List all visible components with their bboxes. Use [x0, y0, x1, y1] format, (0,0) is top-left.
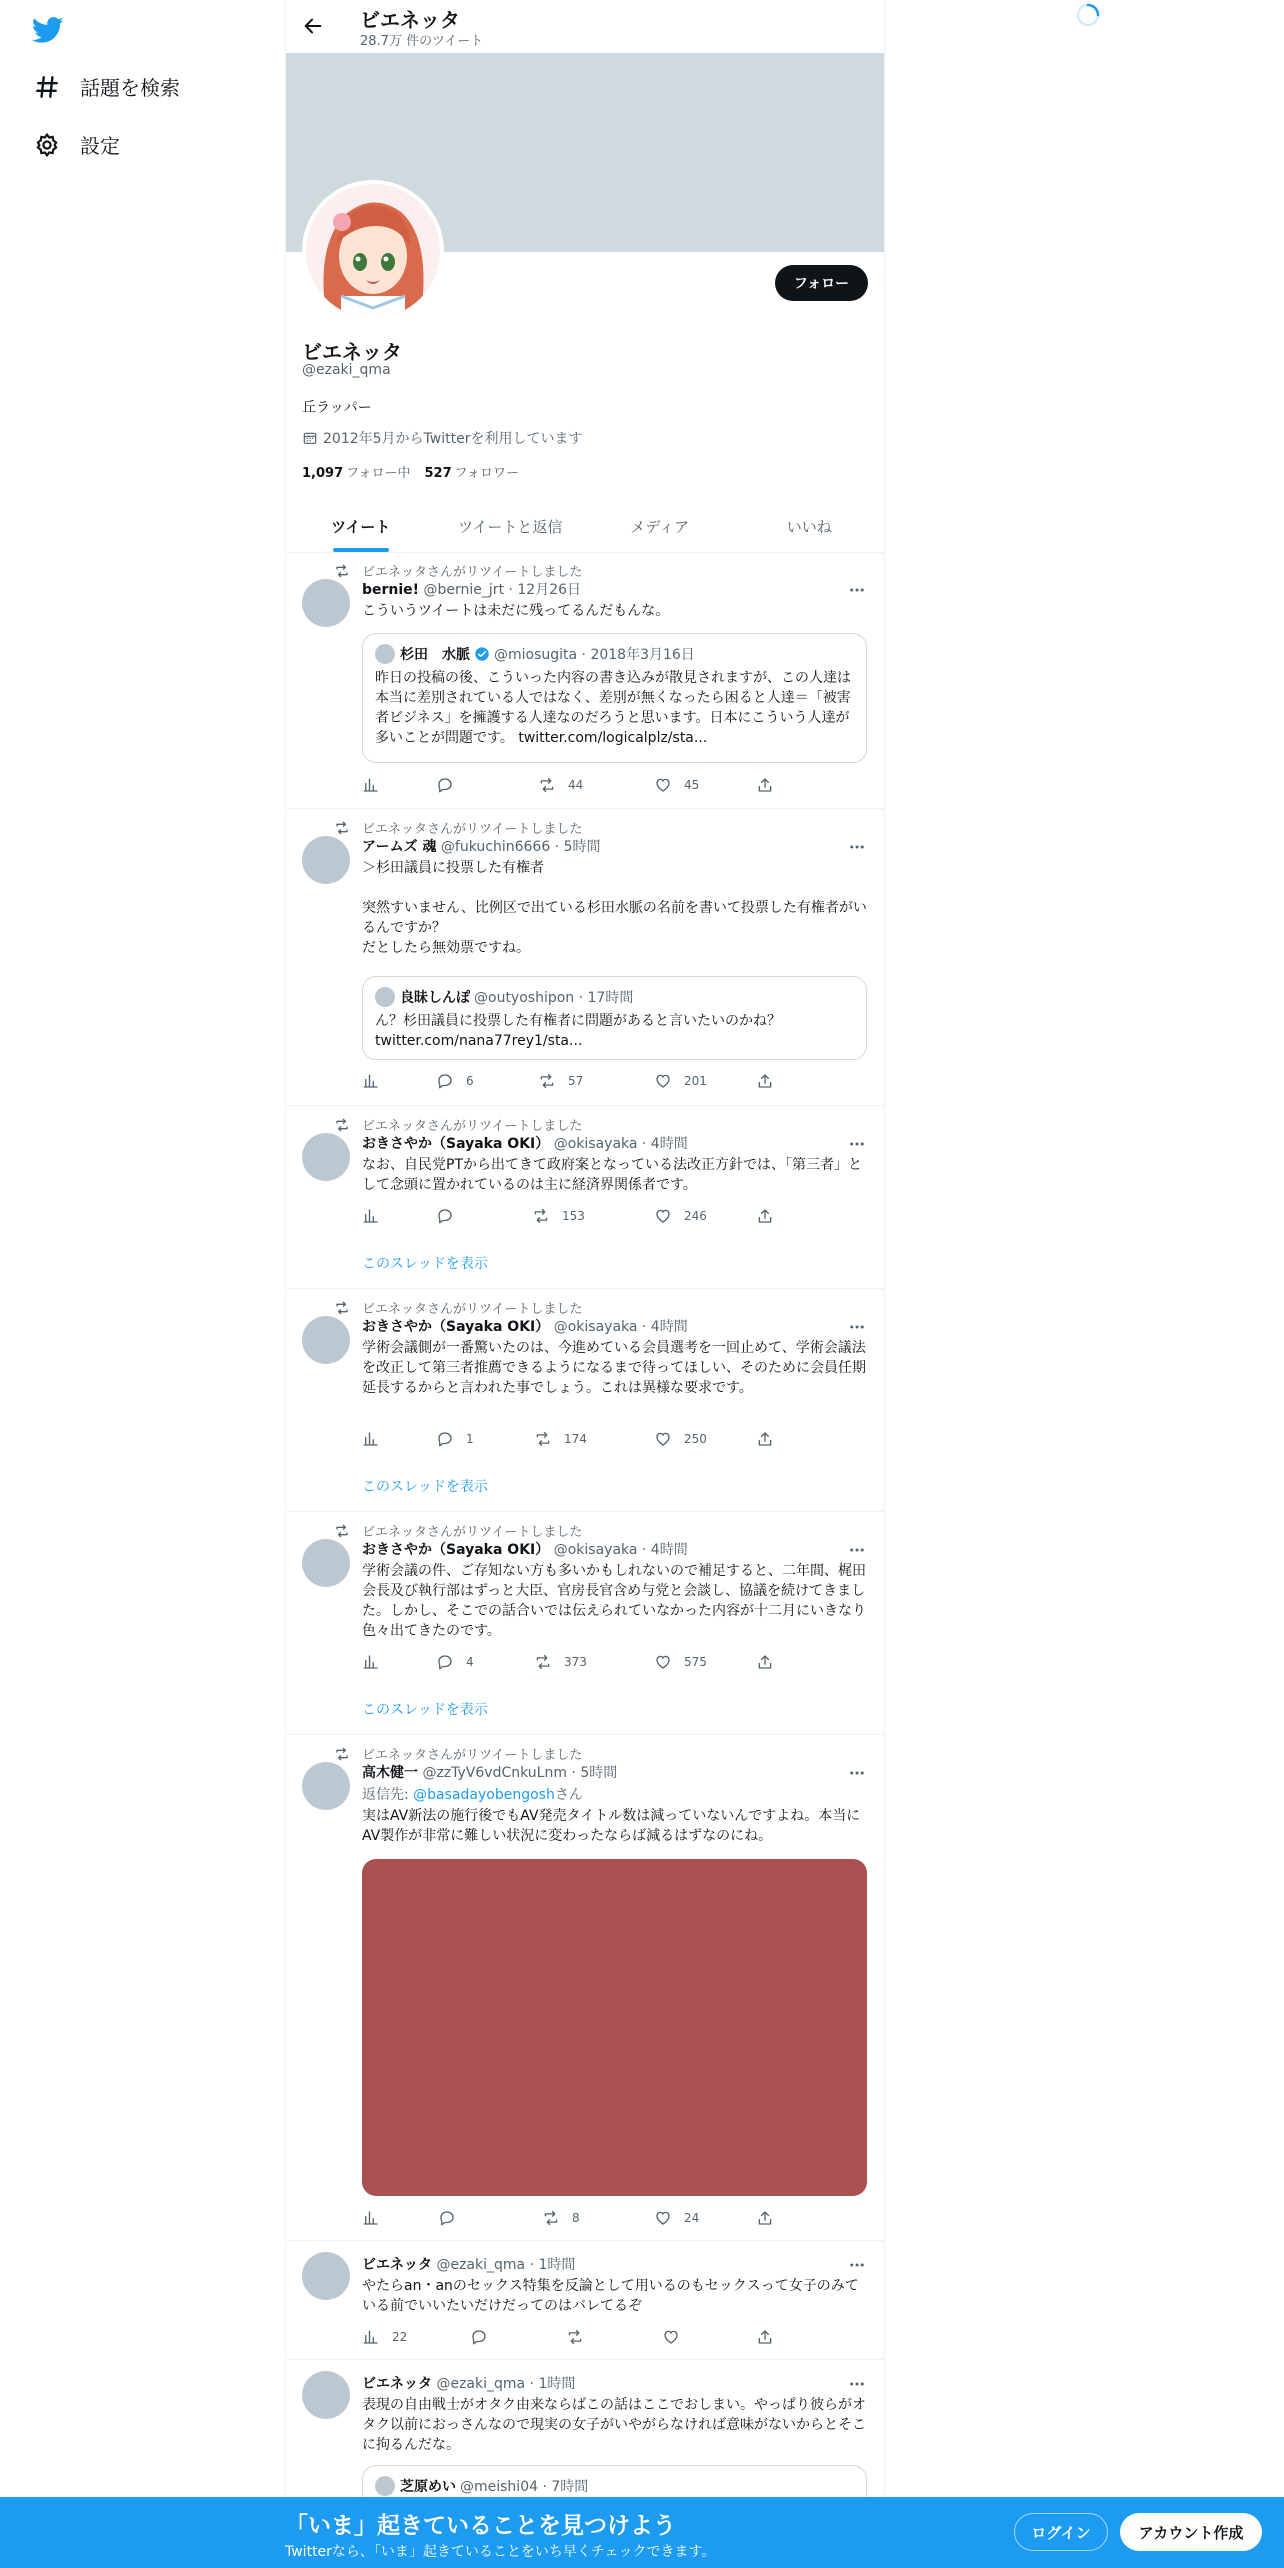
share-button[interactable] — [756, 776, 786, 794]
like-button[interactable] — [654, 2209, 699, 2227]
retweet-by-label: ビエネッタさんがリツイートしました — [362, 565, 583, 580]
tweet-header — [362, 2373, 575, 2393]
profile-name: ビエネッタ — [302, 340, 402, 364]
followers-count: 527 — [424, 466, 452, 481]
retweet-button[interactable] — [534, 1653, 587, 1671]
share-icon — [756, 1653, 774, 1671]
show-thread-link[interactable]: このスレッドを表示 — [362, 1479, 488, 1495]
views-button[interactable] — [362, 1430, 392, 1448]
profile-handle: @ezaki_qma — [302, 362, 391, 378]
back-arrow-icon[interactable] — [302, 15, 324, 37]
anime-girl-avatar-image — [306, 184, 440, 318]
more-options-icon[interactable] — [848, 2256, 866, 2274]
verified-badge-icon — [474, 646, 490, 662]
author-name[interactable]: アームズ 魂 — [362, 839, 437, 855]
retweet-icon — [334, 820, 350, 836]
share-icon — [756, 2209, 774, 2227]
tweet-header — [362, 1133, 688, 1153]
reply-icon — [470, 2328, 488, 2346]
following-count: 1,097 — [302, 466, 344, 481]
analytics-icon — [362, 1430, 380, 1448]
like-count: 24 — [684, 2211, 700, 2225]
retweet-count: 8 — [572, 2211, 580, 2225]
tweet-actions — [362, 1207, 782, 1227]
reply-prefix: 返信先: — [362, 1787, 414, 1803]
reply-icon — [436, 776, 454, 794]
retweet-by-label: ビエネッタさんがリツイートしました — [362, 1302, 583, 1317]
tweet[interactable] — [286, 810, 884, 1106]
retweet-icon — [538, 776, 556, 794]
avatar[interactable] — [302, 1316, 350, 1364]
profile-bio: 丘ラッパー — [302, 400, 372, 416]
more-options-icon[interactable] — [848, 838, 866, 856]
tab-media[interactable]: メディア — [630, 517, 690, 536]
like-button[interactable] — [654, 1653, 707, 1671]
follow-button[interactable]: フォロー — [775, 265, 868, 301]
tweet[interactable] — [286, 1513, 884, 1735]
more-options-icon[interactable] — [848, 2375, 866, 2393]
author-name[interactable]: おきさやか（Sayaka OKI） — [362, 1319, 550, 1335]
tweet[interactable] — [286, 1290, 884, 1512]
author-handle[interactable]: @zzTyV6vdCnkuLnm · 5時間 — [422, 1765, 618, 1781]
reply-button[interactable] — [470, 2328, 500, 2346]
tweet-text: 学術会議側が一番驚いたのは、今進めている会員選考を一回止めて、学術会議法を改正して第三者推薦できるようになるまで待ってほしい、そのために会員任期延長するからと言われた事でしょう。これは異様な要求です。 — [362, 1340, 866, 1396]
avatar[interactable] — [302, 1133, 350, 1181]
retweet-icon — [534, 1653, 552, 1671]
author-handle[interactable]: @okisayaka · 4時間 — [553, 1542, 688, 1558]
quoted-author-name: 良昧しんぽ — [400, 990, 470, 1006]
share-button[interactable] — [756, 1207, 786, 1225]
reply-context — [362, 1784, 583, 1804]
retweet-button[interactable] — [538, 1072, 583, 1090]
joined-text: 2012年5月からTwitterを利用しています — [323, 431, 583, 447]
author-handle[interactable]: @bernie_jrt · 12月26日 — [423, 582, 582, 598]
quoted-tweet[interactable] — [362, 976, 867, 1060]
retweet-by-label: ビエネッタさんがリツイートしました — [362, 822, 583, 837]
tweet-text: ＞杉田議員に投票した有権者 突然すいません、比例区で出ている杉田水脈の名前を書いて投票した有権者がいるんですか？ だとしたら無効票ですね。 — [362, 860, 867, 956]
profile-tabs — [286, 500, 884, 553]
tweet-text: なお、自民党PTから出てきて政府案となっている法改正方針では、「第三者」として念頭に置かれているのは主に経済界関係者です。 — [362, 1157, 862, 1193]
tweet-actions — [362, 1653, 782, 1673]
more-options-icon[interactable] — [848, 1318, 866, 1336]
share-button[interactable] — [756, 1653, 786, 1671]
tweet-text: 実はAV新法の施行後でもAV発売タイトル数は減っていないんですよね。本当にAV製作が非常に難しい状況に変わったならば減るはずなのにね。 — [362, 1808, 861, 1844]
tweet-actions — [362, 1072, 782, 1092]
retweet-icon — [542, 2209, 560, 2227]
heart-icon — [654, 776, 672, 794]
reply-button[interactable] — [436, 1653, 474, 1671]
views-button[interactable] — [362, 776, 392, 794]
tweet-header — [362, 2254, 575, 2274]
header-tweet-count: 28.7万 件のツイート — [360, 34, 484, 49]
reply-button[interactable] — [436, 1072, 474, 1090]
reply-button[interactable] — [436, 776, 466, 794]
tweet[interactable] — [286, 2242, 884, 2360]
retweet-count: 153 — [562, 1209, 585, 1223]
sidebar-item-label: 設定 — [80, 134, 120, 158]
reply-count: 4 — [466, 1655, 474, 1669]
author-handle[interactable]: @okisayaka · 4時間 — [553, 1136, 688, 1152]
analytics-icon — [362, 2328, 380, 2346]
analytics-icon — [362, 1072, 380, 1090]
retweet-icon — [566, 2328, 584, 2346]
share-icon — [756, 2328, 774, 2346]
quoted-author-name: 芝原めい — [400, 2479, 456, 2495]
author-name[interactable]: おきさやか（Sayaka OKI） — [362, 1542, 550, 1558]
more-options-icon[interactable] — [848, 581, 866, 599]
reply-button[interactable] — [438, 2209, 468, 2227]
views-button[interactable] — [362, 2209, 392, 2227]
tweet-actions — [362, 776, 782, 796]
quoted-tweet[interactable] — [362, 633, 867, 763]
tab-tweets[interactable]: ツイート — [286, 500, 436, 552]
hashtag-icon — [34, 74, 60, 100]
retweet-button[interactable] — [542, 2209, 580, 2227]
author-handle[interactable]: @ezaki_qma · 1時間 — [436, 2376, 576, 2392]
heart-icon — [654, 1207, 672, 1225]
following-link[interactable] — [302, 462, 410, 481]
quoted-tweet-header — [375, 2476, 588, 2496]
show-thread-link[interactable]: このスレッドを表示 — [362, 1256, 488, 1272]
views-button[interactable] — [362, 1072, 392, 1090]
quoted-tweet-text: 昨日の投稿の後、こういった内容の書き込みが散見されますが、この人達は本当に差別されている人ではなく、差別が無くなったら困ると人達＝「被害者ビジネス」を擁護する人達なのだろうと思います。日本にこういう人達が多いことが問題です。 twitter.com/logicalplz/sta... — [375, 670, 851, 746]
quoted-avatar — [375, 644, 395, 664]
reply-icon — [436, 1430, 454, 1448]
like-count: 201 — [684, 1074, 707, 1088]
quoted-author-name: 杉田 水脈 — [400, 647, 470, 663]
tweet-header — [362, 579, 581, 599]
retweet-button[interactable] — [534, 1430, 587, 1448]
tweet[interactable] — [286, 553, 884, 809]
share-button[interactable] — [756, 2328, 786, 2346]
avatar[interactable] — [302, 2252, 350, 2300]
share-button[interactable] — [756, 2209, 786, 2227]
quoted-tweet-header — [375, 644, 695, 664]
calendar-icon — [302, 430, 318, 446]
share-icon — [756, 1430, 774, 1448]
quoted-author-handle: @meishi04 · 7時間 — [460, 2479, 589, 2495]
quoted-avatar — [375, 2476, 395, 2496]
tweet-header — [362, 836, 601, 856]
profile-avatar[interactable] — [302, 180, 444, 322]
prompt-subtitle: Twitterなら、「いま」起きていることをいち早くチェックできます。 — [285, 2544, 716, 2560]
loading-spinner-icon — [1075, 2, 1101, 28]
author-name[interactable]: ビエネッタ — [362, 2257, 432, 2273]
tab-likes[interactable]: いいね — [786, 517, 832, 536]
analytics-icon — [362, 1207, 380, 1225]
like-button[interactable] — [654, 1207, 707, 1225]
tweet-header — [362, 1316, 688, 1336]
tweet-actions — [362, 1430, 782, 1450]
retweet-icon — [532, 1207, 550, 1225]
reply-button[interactable] — [436, 1207, 466, 1225]
retweet-button[interactable] — [532, 1207, 585, 1225]
heart-icon — [654, 1430, 672, 1448]
show-thread-link[interactable]: このスレッドを表示 — [362, 1702, 488, 1718]
heart-icon — [654, 2209, 672, 2227]
reply-icon — [438, 2209, 456, 2227]
author-name[interactable]: 高木健一 — [362, 1765, 418, 1781]
twitter-bird-icon[interactable] — [32, 14, 64, 46]
gear-icon — [34, 132, 60, 158]
author-handle[interactable]: @okisayaka · 4時間 — [553, 1319, 688, 1335]
analytics-icon — [362, 776, 380, 794]
avatar[interactable] — [302, 2371, 350, 2419]
more-options-icon[interactable] — [848, 1135, 866, 1153]
avatar[interactable] — [302, 1539, 350, 1587]
retweet-icon — [534, 1430, 552, 1448]
quoted-tweet-text: ん？杉田議員に投票した有権者に問題があると言いたいのかね？ twitter.com/nana77rey1/sta... — [375, 1013, 781, 1049]
author-name[interactable]: ビエネッタ — [362, 2376, 432, 2392]
profile-joined — [302, 428, 582, 448]
reply-suffix: さん — [554, 1787, 583, 1803]
like-count: 575 — [684, 1655, 707, 1669]
tweet[interactable] — [286, 1107, 884, 1289]
share-button[interactable] — [756, 1072, 786, 1090]
reply-button[interactable] — [436, 1430, 474, 1448]
analytics-icon — [362, 1653, 380, 1671]
retweet-icon — [334, 1117, 350, 1133]
main-column — [285, 0, 885, 2568]
retweet-by-label: ビエネッタさんがリツイートしました — [362, 1525, 583, 1540]
more-options-icon[interactable] — [848, 1541, 866, 1559]
retweet-indicator — [334, 561, 582, 580]
retweet-indicator — [334, 1521, 582, 1540]
views-button[interactable] — [362, 2328, 407, 2346]
like-button[interactable] — [662, 2328, 692, 2346]
heart-icon — [654, 1072, 672, 1090]
tweet-actions — [362, 2209, 782, 2229]
reply-count: 1 — [466, 1432, 474, 1446]
reply-count: 6 — [466, 1074, 474, 1088]
quoted-author-handle: @miosugita · 2018年3月16日 — [494, 647, 695, 663]
reply-to-link[interactable]: @basadayobengosh — [413, 1787, 555, 1803]
retweet-icon — [334, 563, 350, 579]
like-count: 250 — [684, 1432, 707, 1446]
avatar[interactable] — [302, 1762, 350, 1810]
author-handle[interactable]: @fukuchin6666 · 5時間 — [440, 839, 601, 855]
retweet-indicator — [334, 818, 582, 837]
reply-icon — [436, 1072, 454, 1090]
avatar[interactable] — [302, 836, 350, 884]
share-icon — [756, 1072, 774, 1090]
retweet-icon — [334, 1523, 350, 1539]
views-button[interactable] — [362, 1207, 392, 1225]
following-label: フォロー中 — [346, 466, 411, 481]
signup-prompt-bar — [0, 2497, 1284, 2568]
retweet-icon — [538, 1072, 556, 1090]
tweet-text: やたらan・anのセックス特集を反論として用いるのもセックスって女子のみている前でいいたいだけだってのはバレてるぞ — [362, 2278, 859, 2314]
quoted-avatar — [375, 987, 395, 1007]
profile-stats — [302, 462, 519, 481]
retweet-count: 373 — [564, 1655, 587, 1669]
retweet-by-label: ビエネッタさんがリツイートしました — [362, 1119, 583, 1134]
more-options-icon[interactable] — [848, 1764, 866, 1782]
heart-icon — [662, 2328, 680, 2346]
like-count: 45 — [684, 778, 700, 792]
share-icon — [756, 776, 774, 794]
reply-icon — [436, 1207, 454, 1225]
retweet-indicator — [334, 1298, 582, 1317]
analytics-icon — [362, 2209, 380, 2227]
retweet-count: 57 — [568, 1074, 584, 1088]
retweet-button[interactable] — [538, 776, 583, 794]
tweet-actions — [362, 2328, 782, 2348]
retweet-by-label: ビエネッタさんがリツイートしました — [362, 1748, 583, 1763]
quoted-author-handle: @outyoshipon · 17時間 — [474, 990, 634, 1006]
author-name[interactable]: bernie! — [362, 582, 420, 598]
header-title: ビエネッタ — [360, 8, 460, 32]
tweet-text: 表現の自由戦士がオタク由来ならばこの話はここでおしまい。やっぱり彼らがオタク以前におっさんなので現実の女子がいやがらなければ意味がないからとそこに拘るんだな。 — [362, 2397, 866, 2453]
like-button[interactable] — [654, 776, 699, 794]
prompt-title: 「いま」起きていることを見つけよう — [285, 2513, 676, 2539]
signup-button[interactable]: アカウント作成 — [1120, 2513, 1262, 2551]
tweet-media-image[interactable] — [362, 1859, 867, 2196]
followers-label: フォロワー — [454, 466, 519, 481]
tweet[interactable] — [286, 1736, 884, 2241]
author-handle[interactable]: @ezaki_qma · 1時間 — [436, 2257, 576, 2273]
avatar[interactable] — [302, 579, 350, 627]
share-button[interactable] — [756, 1430, 786, 1448]
like-button[interactable] — [654, 1430, 707, 1448]
profile-header-bar — [286, 0, 884, 53]
retweet-icon — [334, 1746, 350, 1762]
heart-icon — [654, 1653, 672, 1671]
retweet-icon — [334, 1300, 350, 1316]
retweet-count: 44 — [568, 778, 584, 792]
retweet-button[interactable] — [566, 2328, 596, 2346]
tweet-text: こういうツイートは未だに残ってるんだもんな。 — [362, 603, 670, 619]
views-button[interactable] — [362, 1653, 392, 1671]
tweet-text: 学術会議の件、ご存知ない方も多いかもしれないので補足すると、二年間、梶田会長及び執行部はずっと大臣、官房長官含め与党と会談し、協議を続けてきました。しかし、そこでの話合いでは伝えられていなかった内容が十二月にいきなり色々出てきたのです。 — [362, 1563, 866, 1639]
tweet-header — [362, 1762, 617, 1782]
author-name[interactable]: おきさやか（Sayaka OKI） — [362, 1136, 550, 1152]
quoted-tweet-header — [375, 987, 633, 1007]
tweet-header — [362, 1539, 688, 1559]
sidebar-item-settings[interactable] — [34, 130, 120, 159]
like-count: 246 — [684, 1209, 707, 1223]
reply-icon — [436, 1653, 454, 1671]
followers-link[interactable] — [424, 462, 519, 481]
sidebar-item-label: 話題を検索 — [80, 76, 180, 100]
view-count: 22 — [392, 2330, 408, 2344]
sidebar-item-explore[interactable] — [34, 72, 180, 101]
share-icon — [756, 1207, 774, 1225]
tab-tweets-and-replies[interactable]: ツイートと返信 — [458, 517, 563, 536]
login-button[interactable]: ログイン — [1014, 2513, 1108, 2551]
like-button[interactable] — [654, 1072, 707, 1090]
retweet-indicator — [334, 1115, 582, 1134]
retweet-indicator — [334, 1744, 582, 1763]
retweet-count: 174 — [564, 1432, 587, 1446]
